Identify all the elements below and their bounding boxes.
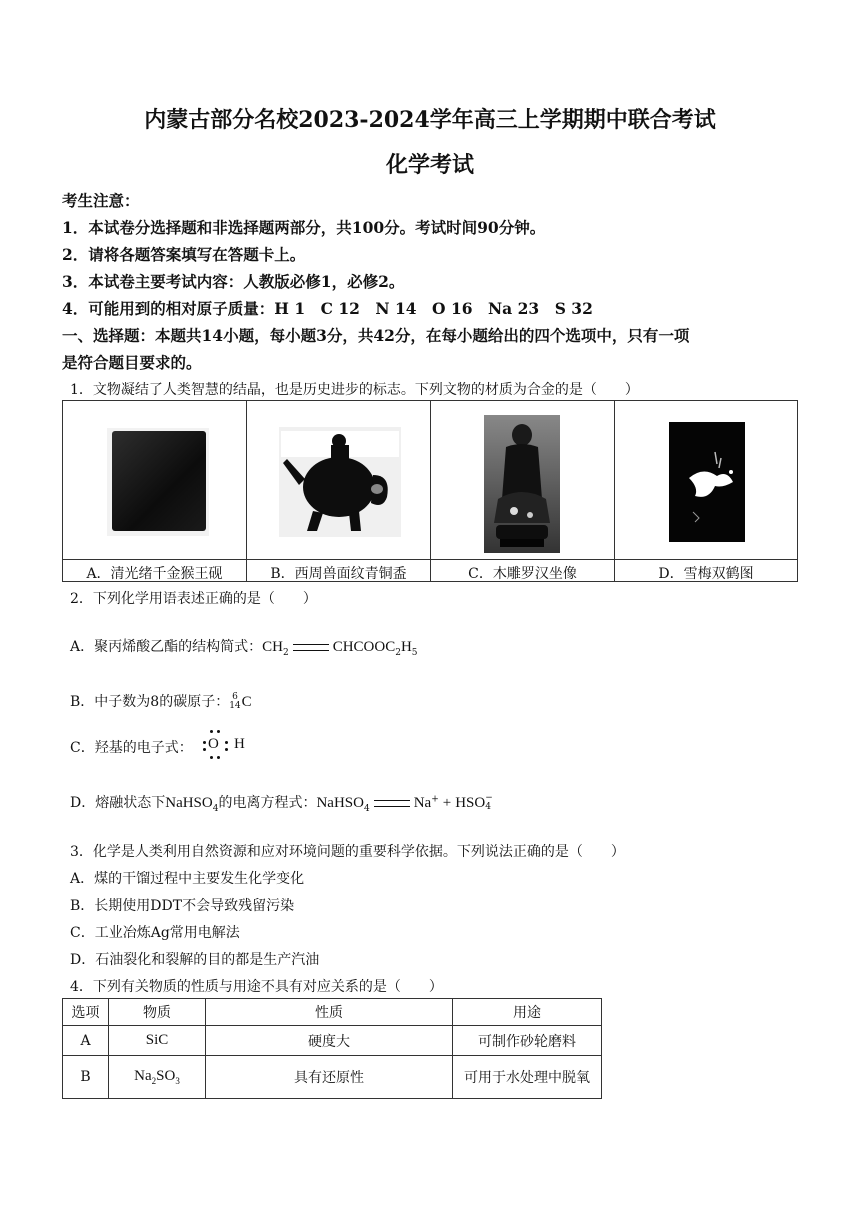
q2-option-d-label: D．熔融状态下 [70, 795, 166, 811]
q1-option-a: A．清光绪千金猴王砚 [86, 566, 223, 582]
q2-option-d [70, 792, 493, 814]
row-option: A [63, 1026, 109, 1056]
question-1-stem: 1．文物凝结了人类智慧的结晶，也是历史进步的标志。下列文物的材质为合金的是（ ） [70, 382, 639, 398]
table-row [63, 1026, 602, 1056]
notice-heading: 考生注意： [62, 191, 140, 210]
row-property: 具有还原性 [206, 1056, 453, 1099]
formula-subscript: 2 [395, 647, 401, 658]
section-heading: 一、选择题：本题共14小题，每小题3分，共42分，在每小题给出的四个选项中，只有一项 [62, 326, 690, 345]
header-option: 选项 [63, 999, 109, 1026]
formula-subscript: 2 [282, 647, 289, 658]
row-substance [109, 1056, 206, 1099]
electron-dot [203, 741, 206, 744]
electron-dot [217, 756, 220, 759]
notice-item: 2．请将各题答案填写在答题卡上。 [62, 245, 306, 264]
nuclide-numbers [229, 693, 240, 711]
exam-title: 内蒙古部分名校2023-2024学年高三上学期期中联合考试 [144, 107, 716, 133]
table-header-row [63, 999, 602, 1026]
formula-part: CH [262, 639, 283, 655]
header-substance: 物质 [109, 999, 206, 1026]
formula-part: SO [156, 1068, 176, 1084]
q1-option-d: D．雪梅双鹤图 [658, 566, 754, 582]
charge-superscript: − [485, 793, 493, 803]
electron-dot [210, 730, 213, 733]
formula-part: HSO [455, 795, 486, 811]
q1-option-b: B．西周兽面纹青铜盉 [270, 566, 407, 582]
q2-option-c [70, 737, 193, 757]
row-property: 硬度大 [206, 1026, 453, 1056]
electron-dot [203, 748, 206, 751]
formula-subscript: 4 [212, 803, 219, 814]
ion-indices [485, 794, 493, 812]
wood-statue-photo [484, 415, 560, 553]
formula-part: NaHSO [316, 795, 364, 811]
hydrogen-symbol: H [234, 736, 245, 752]
equals-symbol [374, 800, 410, 807]
electron-dot [217, 730, 220, 733]
double-bond-symbol [293, 644, 329, 651]
header-use: 用途 [453, 999, 602, 1026]
notice-item: 3．本试卷主要考试内容：人教版必修1，必修2。 [62, 272, 405, 291]
charge-superscript: + [431, 794, 439, 805]
formula-subscript: 5 [411, 647, 418, 658]
section-heading-cont: 是符合题目要求的。 [62, 353, 202, 372]
header-property: 性质 [206, 999, 453, 1026]
question-3-stem: 3．化学是人类利用自然资源和应对环境问题的重要科学依据。下列说法正确的是（ ） [70, 844, 625, 860]
electron-dot [210, 756, 213, 759]
nuclide-subscript: 14 [229, 701, 241, 711]
row-use: 可制作砂轮磨料 [453, 1026, 602, 1056]
q4-table [62, 998, 602, 1099]
bronze-vessel-photo [279, 427, 401, 537]
formula-subscript: 4 [363, 803, 370, 814]
formula-subscript: 2 [151, 1076, 157, 1086]
formula-part: Na [134, 1068, 152, 1084]
q3-option-b: B．长期使用DDT不会导致残留污染 [70, 898, 295, 914]
q2-option-a [70, 636, 418, 658]
row-substance: SiC [109, 1026, 206, 1056]
q3-option-a: A．煤的干馏过程中主要发生化学变化 [70, 871, 305, 887]
question-2-stem: 2．下列化学用语表述正确的是（ ） [70, 591, 317, 607]
notice-item: 4．可能用到的相对原子质量：H 1 C 12 N 14 O 16 Na 23 S 32 [62, 299, 593, 318]
painting-photo [669, 422, 745, 542]
row-option: B [63, 1056, 109, 1099]
electron-dot [225, 748, 228, 751]
formula-subscript: 3 [175, 1076, 180, 1086]
q2-option-d-mid: 的电离方程式： [218, 795, 317, 811]
formula-subscript: 4 [485, 802, 491, 812]
notice-item: 1．本试卷分选择题和非选择题两部分，共100分。考试时间90分钟。 [62, 218, 546, 237]
q2-option-b-label: B．中子数为8的碳原子： [70, 694, 230, 710]
electron-dot [225, 741, 228, 744]
nuclide-superscript: 6 [232, 692, 238, 702]
q2-option-b [70, 691, 252, 711]
oxygen-symbol: O [208, 736, 219, 752]
q2-option-a-label: A．聚丙烯酸乙酯的结构简式： [70, 639, 263, 655]
q3-option-c: C．工业冶炼Ag常用电解法 [70, 925, 240, 941]
formula-part: Na [413, 795, 432, 811]
question-4-stem: 4．下列有关物质的性质与用途不具有对应关系的是（ ） [70, 979, 443, 995]
q3-option-d: D．石油裂化和裂解的目的都是生产汽油 [70, 952, 320, 968]
formula-part: CHCOOC [332, 639, 396, 655]
formula-part: H [400, 639, 412, 655]
row-use: 可用于水处理中脱氧 [453, 1056, 602, 1099]
hydroxyl-electron-formula [200, 728, 260, 762]
plus-sign: + [442, 795, 452, 811]
q2-option-c-label: C．羟基的电子式： [70, 740, 193, 756]
table-row [63, 1056, 602, 1099]
q1-option-c: C．木雕罗汉坐像 [468, 566, 577, 582]
q1-image-table [62, 400, 798, 582]
carbon-symbol: C [241, 694, 252, 710]
formula-part: NaHSO [165, 795, 213, 811]
exam-subtitle: 化学考试 [385, 152, 474, 178]
inkstone-photo [107, 428, 209, 536]
